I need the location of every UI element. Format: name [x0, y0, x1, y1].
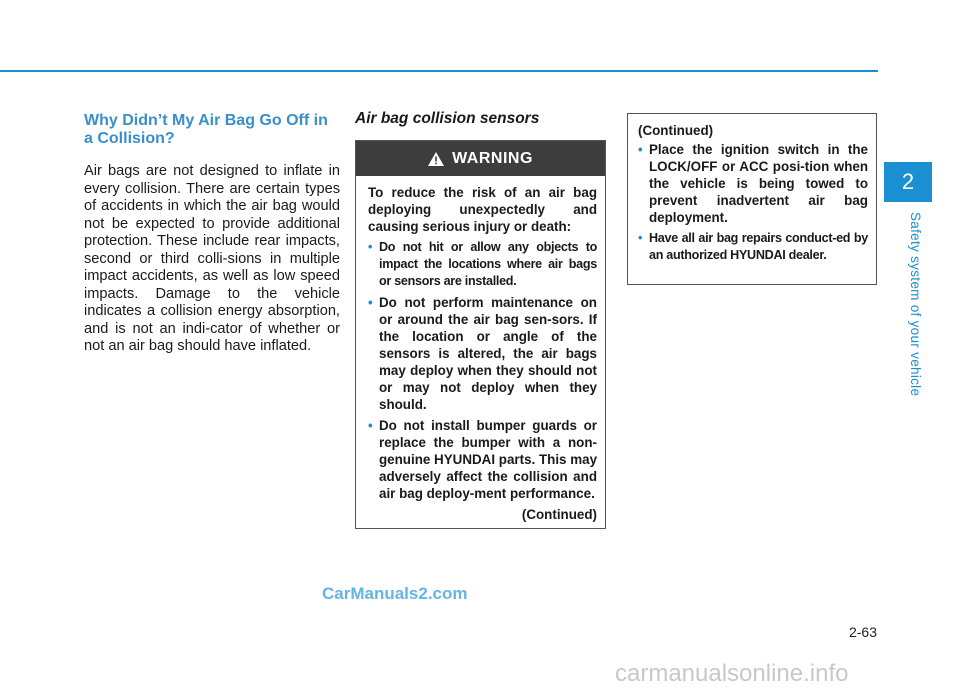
header-rule	[0, 70, 878, 72]
bullet-dot-icon: •	[368, 240, 373, 254]
bullet-dot-icon: •	[368, 295, 373, 310]
body-paragraph: Air bags are not designed to inflate in every collision. There are certain types of accidents in which the air bag would not be expected to provide additional protection. These include rear impacts, second or third colli-sions in multiple impact accidents, as well as low speed impacts. Damage to the vehicle indicates a collision energy absorption, and is not an indi-cator of whether or not an air bag should have inflated.	[84, 163, 340, 354]
warning-bullet: • Do not install bumper guards or replace the bumper with a non-genuine HYUNDAI parts. This may adversely affect the collision and air bag deploy-ment performance.	[368, 418, 598, 501]
watermark-link[interactable]: CarManuals2.com	[322, 584, 468, 603]
section-heading: Why Didn’t My Air Bag Go Off in a Collision?	[84, 112, 328, 147]
continued-box	[627, 113, 877, 285]
warning-body	[356, 176, 605, 523]
warning-triangle-icon	[428, 152, 444, 166]
warning-intro: To reduce the risk of an air bag deploying unexpectedly and causing serious injury or death:	[368, 185, 597, 234]
chapter-tab: 2	[884, 162, 932, 202]
continued-bullet: • Have all air bag repairs conduct-ed by an authorized HYUNDAI dealer.	[638, 231, 868, 262]
subsection-heading: Air bag collision sensors	[355, 110, 540, 127]
bullet-dot-icon: •	[368, 418, 373, 433]
warning-header	[356, 141, 605, 176]
chapter-title: Safety system of your vehicle	[908, 212, 923, 397]
page-number: 2-63	[848, 624, 877, 640]
warning-title: WARNING	[452, 149, 533, 167]
continued-title: (Continued)	[638, 123, 714, 138]
warning-bullet: • Do not hit or allow any objects to impact the locations where air bags or sensors are installed.	[368, 240, 597, 288]
continued-label: (Continued)	[521, 507, 597, 522]
continued-bullet: • Place the ignition switch in the LOCK/OFF or ACC posi-tion when the vehicle is being towed to prevent inadvertent air bag deployment.	[638, 142, 868, 225]
watermark-bottom: carmanualsonline.info	[615, 660, 849, 687]
warning-box	[355, 140, 606, 529]
bullet-dot-icon: •	[638, 142, 643, 157]
bullet-dot-icon: •	[638, 231, 643, 245]
left-column	[84, 112, 340, 356]
warning-bullet: • Do not perform maintenance on or around the air bag sen-sors. If the location or angle of the sensors is altered, the air bags may deploy when they should not or may not deploy when they should.	[368, 295, 597, 412]
